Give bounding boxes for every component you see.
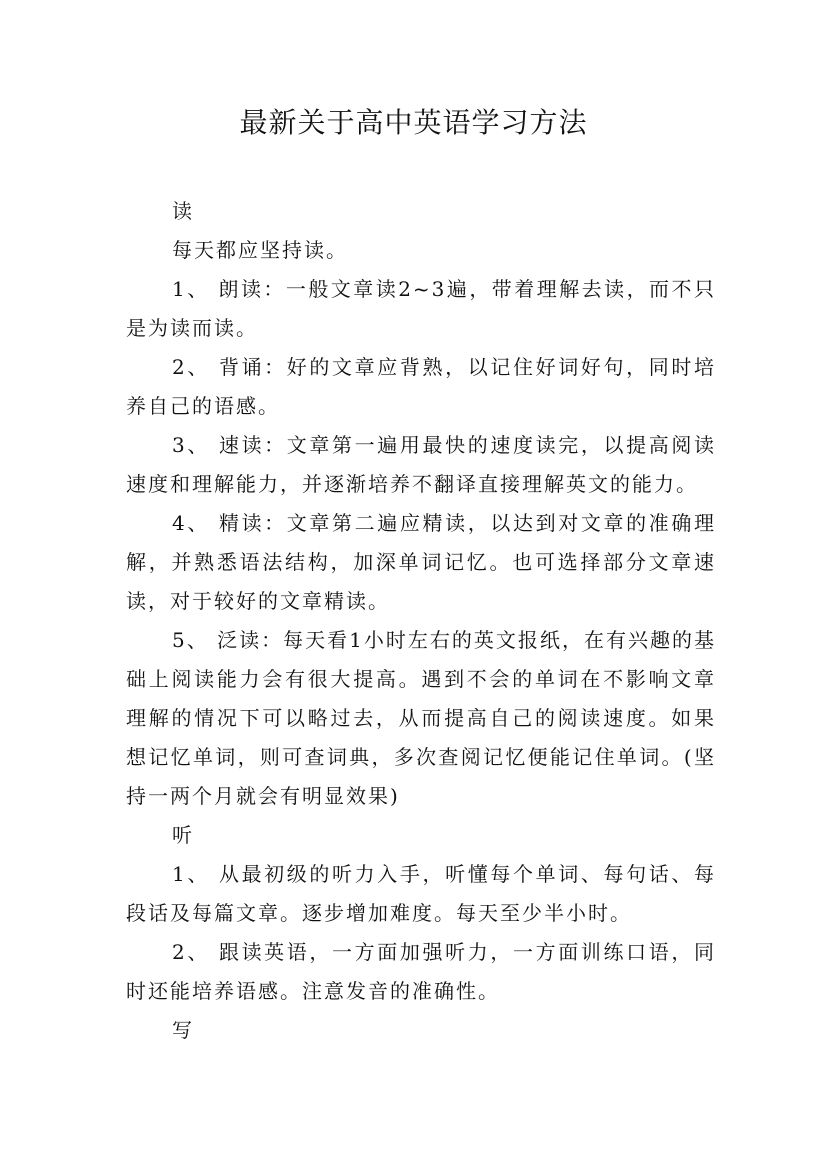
section-heading-read: 读 [172, 199, 194, 223]
paragraph: 每天都应坚持读。 [172, 238, 348, 262]
section-heading-listen: 听 [172, 823, 194, 847]
document-body [126, 192, 716, 1050]
paragraph: 2、 跟读英语，一方面加强听力，一方面训练口语，同时还能培养语感。注意发音的准确性。 [126, 940, 716, 1003]
paragraph: 4、 精读：文章第二遍应精读，以达到对文章的准确理解，并熟悉语法结构，加深单词记忆。也可选择部分文章速读，对于较好的文章精读。 [126, 511, 716, 613]
paragraph: 1、 从最初级的听力入手，听懂每个单词、每句话、每段话及每篇文章。逐步增加难度。每天至少半小时。 [126, 862, 716, 925]
paragraph: 1、 朗读：一般文章读2~3遍，带着理解去读，而不只是为读而读。 [126, 277, 716, 340]
paragraph: 5、 泛读：每天看1小时左右的英文报纸，在有兴趣的基础上阅读能力会有很大提高。遇到不会的单词在不影响文章理解的情况下可以略过去，从而提高自己的阅读速度。如果想记忆单词，则可查词典，多次查阅记忆便能记住单词。(坚持一两个月就会有明显效果) [126, 628, 716, 808]
paragraph: 2、 背诵：好的文章应背熟，以记住好词好句，同时培养自己的语感。 [126, 355, 716, 418]
paragraph: 3、 速读：文章第一遍用最快的速度读完，以提高阅读速度和理解能力，并逐渐培养不翻译直接理解英文的能力。 [126, 433, 716, 496]
section-heading-write: 写 [172, 1018, 194, 1042]
page-title: 最新关于高中英语学习方法 [239, 106, 588, 139]
